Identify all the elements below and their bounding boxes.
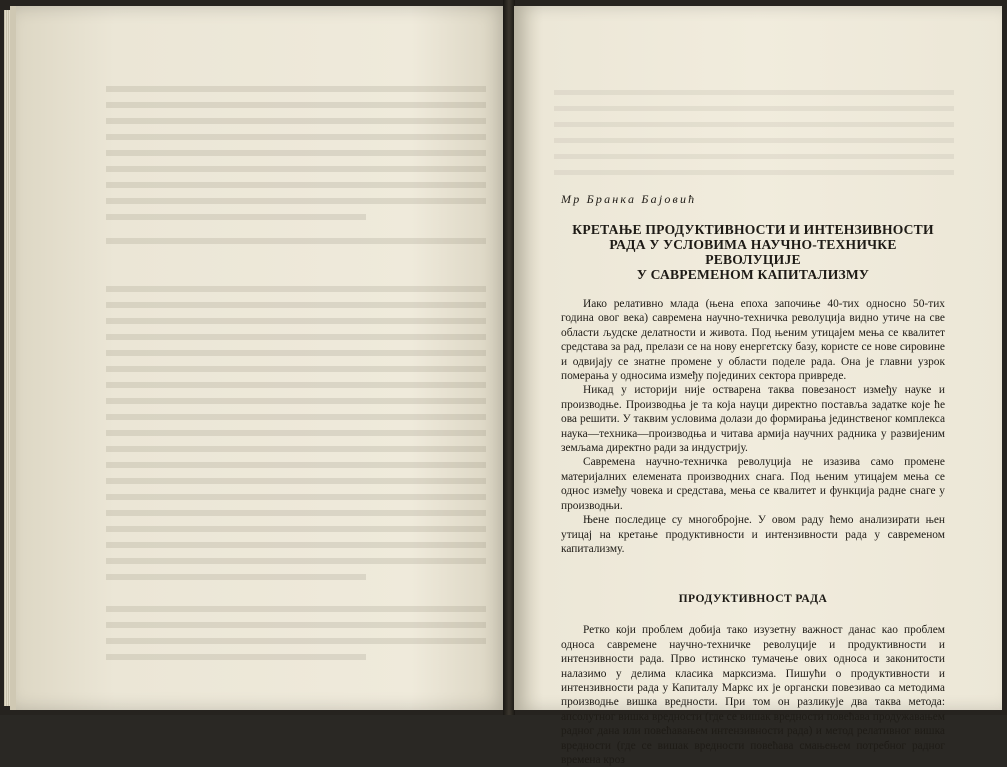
bleed-through-line — [106, 366, 486, 372]
bleed-through-line — [106, 302, 486, 308]
body-paragraph: Иако релативно млада (њена епоха започиње 40-тих односно 50-тих година овог века) савремена научно-техничка револуција видно утиче на све области људске делатности и живота. Под њеним утицајем мења се квалитет средстава за рад, прелази се на нову енергетску базу, користе се нове сировине и одвијају се знатне промене у области поделе рада. Она је главни узрок померања у односима између појединих сектора привреде. — [561, 298, 945, 383]
section-heading: ПРОДУКТИВНОСТ РАДА — [678, 592, 828, 606]
bleed-through-line — [106, 494, 486, 500]
bleed-through-line — [106, 478, 486, 484]
bleed-through-line — [106, 622, 486, 628]
bleed-through-line — [554, 138, 954, 143]
right-page — [514, 6, 1002, 766]
body-paragraph: Ретко који проблем добија тако изузетну важност данас као проблем односа савремене научно-техничке револуције и продуктивности и интензивности рада. Прво истинско тумачење ових односа и законитости налазимо у делима класика марксизма. Пишући о продуктивности и интензивности рада у Капиталу Маркс их је органски повезивао са методима производње вишка вредности. При том он разликује два таква метода: апсолутног вишка вредности (где се вишак вредности повећава продужавањем радног дана или повећавањем интензивности рада) и метод релативног вишка вредности (где се вишак вредности повећава смањењем потребног радног времена кроз — [561, 624, 945, 766]
bleed-through-line — [106, 446, 486, 452]
bleed-through-line — [106, 638, 486, 644]
left-page — [10, 6, 510, 710]
bleed-through-line — [106, 654, 366, 660]
bleed-through-line — [106, 526, 486, 532]
bleed-through-line — [554, 154, 954, 159]
bleed-through-line — [554, 90, 954, 95]
bleed-through-line — [106, 214, 366, 220]
bleed-through-line — [106, 606, 486, 612]
bleed-through-line — [106, 574, 366, 580]
bleed-through-line — [106, 382, 486, 388]
article-title-line: РАДА У УСЛОВИМА НАУЧНО-ТЕХНИЧКЕ РЕВОЛУЦИЈЕ — [609, 237, 897, 267]
bleed-through-line — [106, 510, 486, 516]
bleed-through-line — [106, 542, 486, 548]
article-title-line: У САВРЕМЕНОМ КАПИТАЛИЗМУ — [636, 267, 870, 282]
bleed-through-line — [106, 414, 486, 420]
bleed-through-line — [554, 122, 954, 127]
bleed-through-line — [106, 198, 486, 204]
bleed-through-line — [106, 286, 486, 292]
bleed-through-line — [106, 318, 486, 324]
bleed-through-line — [106, 334, 486, 340]
left-page-folio-mark — [104, 58, 116, 72]
bleed-through-line — [106, 182, 486, 188]
bleed-through-line — [106, 102, 486, 108]
bleed-through-line — [106, 166, 486, 172]
body-paragraph: Њене последице су многобројне. У овом раду ћемо анализирати њен утицај на кретање продуктивности и интензивности рада у савременом капитализму. — [561, 514, 945, 555]
article-text — [561, 192, 945, 767]
bleed-through-line — [106, 558, 486, 564]
bleed-through-line — [106, 462, 486, 468]
bleed-through-line — [106, 150, 486, 156]
bleed-through-line — [106, 430, 486, 436]
body-paragraph: Никад у историји није остварена таква повезаност између науке и производње. Производња је та која науци директно поставља задатке које ће ова решити. У таквим условима долази до формирања јединственог комплекса наука—техника—производња и читава армија научних радника у развијеним земљама директно ради за индустрију. — [561, 384, 945, 455]
body-paragraph: Савремена научно-техничка револуција не изазива само промене материјалних елемената производних снага. Под њеним утицајем мења се однос између човека и средстава, мења се квалитет и функција радне снаге у производњи. — [561, 456, 945, 512]
article-title — [561, 222, 945, 282]
article-title-line: КРЕТАЊЕ ПРОДУКТИВНОСТИ И ИНТЕНЗИВНОСТИ — [572, 222, 934, 237]
bleed-through-line — [106, 86, 486, 92]
bleed-through-line — [554, 106, 954, 111]
bleed-through-line — [106, 134, 486, 140]
article-author: Мр Бранка Бајовић — [561, 192, 697, 206]
bleed-through-line — [106, 398, 486, 404]
bleed-through-line — [106, 350, 486, 356]
bleed-through-line — [554, 170, 954, 175]
bleed-through-line — [106, 118, 486, 124]
bleed-through-line — [106, 238, 486, 244]
